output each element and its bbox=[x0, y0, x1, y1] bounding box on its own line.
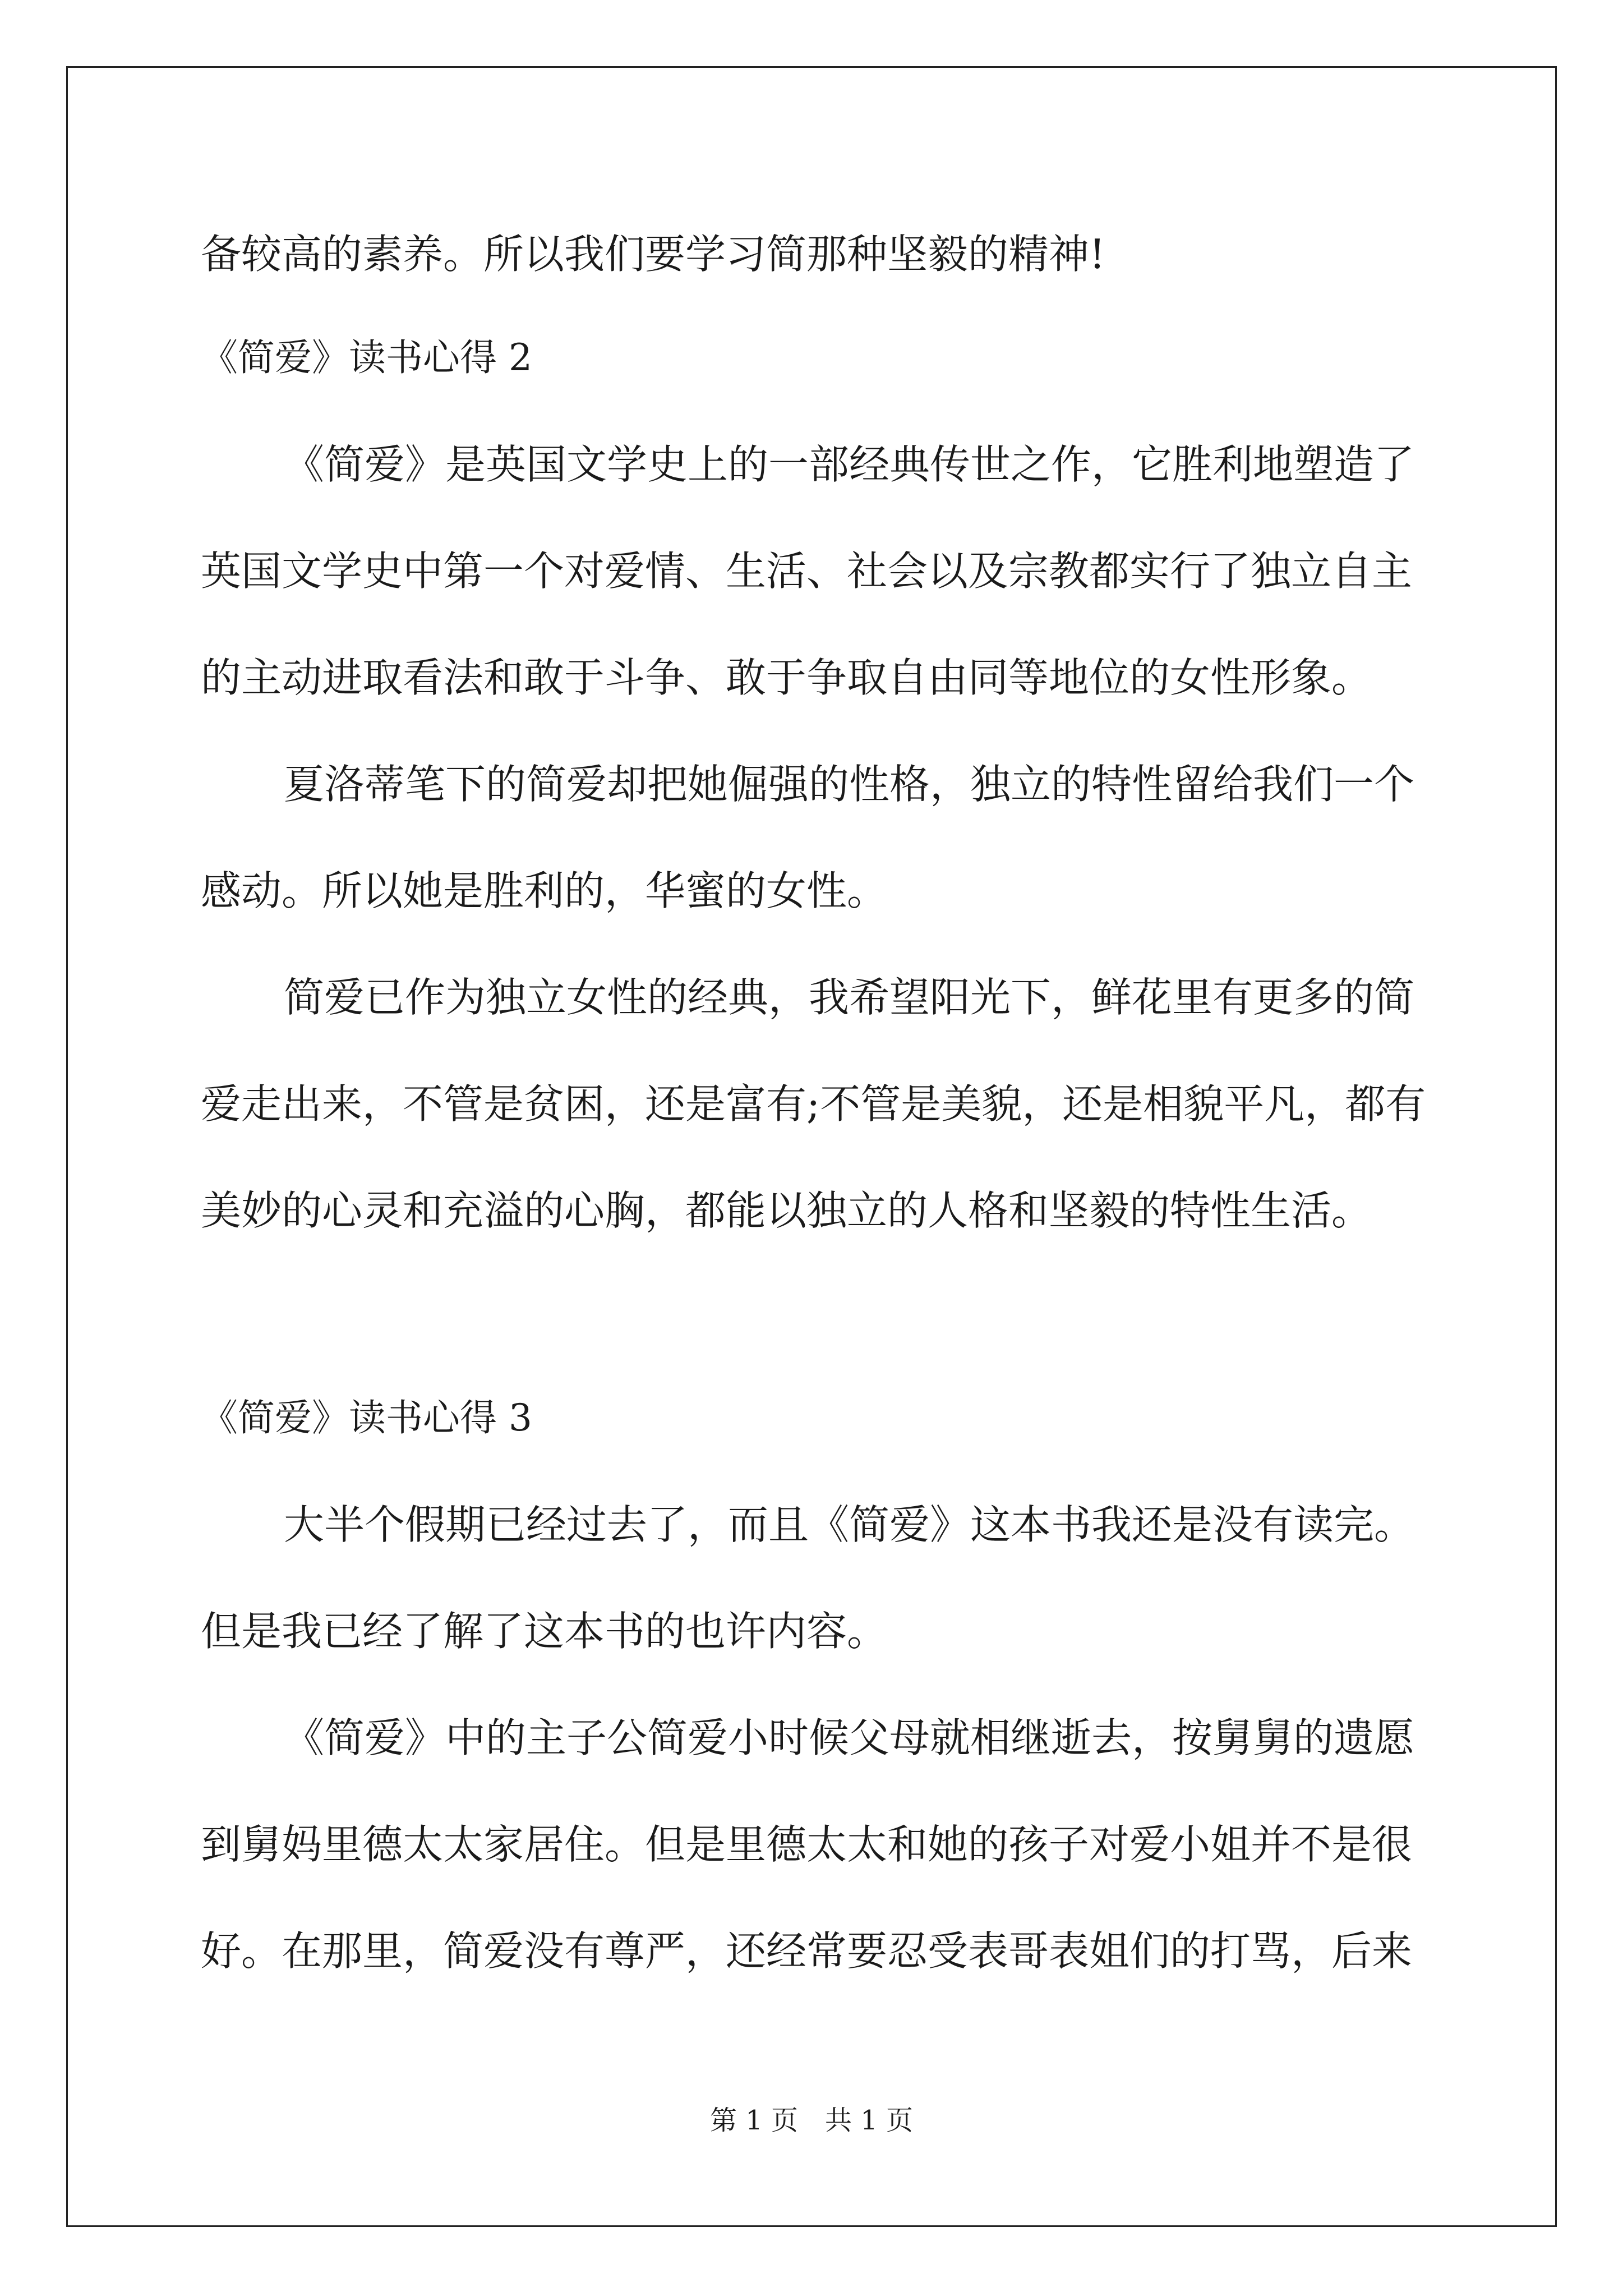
paragraph-line: 英国文学史中第一个对爱情、生活、社会以及宗教都实行了独立自主 bbox=[201, 547, 1413, 595]
paragraph-line: 感动。所以她是胜利的，华蜜的女性。 bbox=[201, 867, 888, 914]
paragraph-line: 夏洛蒂笔下的简爱却把她倔强的性格，独立的特性留给我们一个 bbox=[284, 761, 1415, 808]
paragraph-line: 大半个假期已经过去了，而且《简爱》这本书我还是没有读完。 bbox=[284, 1501, 1415, 1548]
paragraph-line: 简爱已作为独立女性的经典，我希望阳光下，鲜花里有更多的简 bbox=[284, 974, 1415, 1021]
paragraph-line: 美妙的心灵和充溢的心胸，都能以独立的人格和坚毅的特性生活。 bbox=[201, 1187, 1372, 1234]
page-number-footer: 第 1 页 共 1 页 bbox=[709, 2105, 914, 2136]
paragraph-line: 但是我已经了解了这本书的也许内容。 bbox=[201, 1608, 888, 1655]
paragraph-line: 到舅妈里德太太家居住。但是里德太太和她的孩子对爱小姐并不是很 bbox=[201, 1821, 1413, 1868]
paragraph-line: 好。在那里，简爱没有尊严，还经常要忍受表哥表姐们的打骂，后来 bbox=[201, 1927, 1413, 1975]
section-title: 《简爱》读书心得 3 bbox=[201, 1396, 532, 1439]
paragraph-line: 备较高的素养。所以我们要学习简那种坚毅的精神! bbox=[201, 231, 1105, 278]
paragraph-line: 爱走出来，不管是贫困，还是富有;不管是美貌，还是相貌平凡，都有 bbox=[201, 1080, 1426, 1128]
section-title: 《简爱》读书心得 2 bbox=[201, 336, 532, 379]
paragraph-line: 《简爱》中的主子公简爱小时候父母就相继逝去，按舅舅的遗愿 bbox=[284, 1714, 1415, 1761]
page-border bbox=[66, 66, 1557, 2227]
paragraph-line: 《简爱》是英国文学史上的一部经典传世之作，它胜利地塑造了 bbox=[284, 441, 1415, 488]
paragraph-line: 的主动进取看法和敢于斗争、敢于争取自由同等地位的女性形象。 bbox=[201, 654, 1372, 701]
